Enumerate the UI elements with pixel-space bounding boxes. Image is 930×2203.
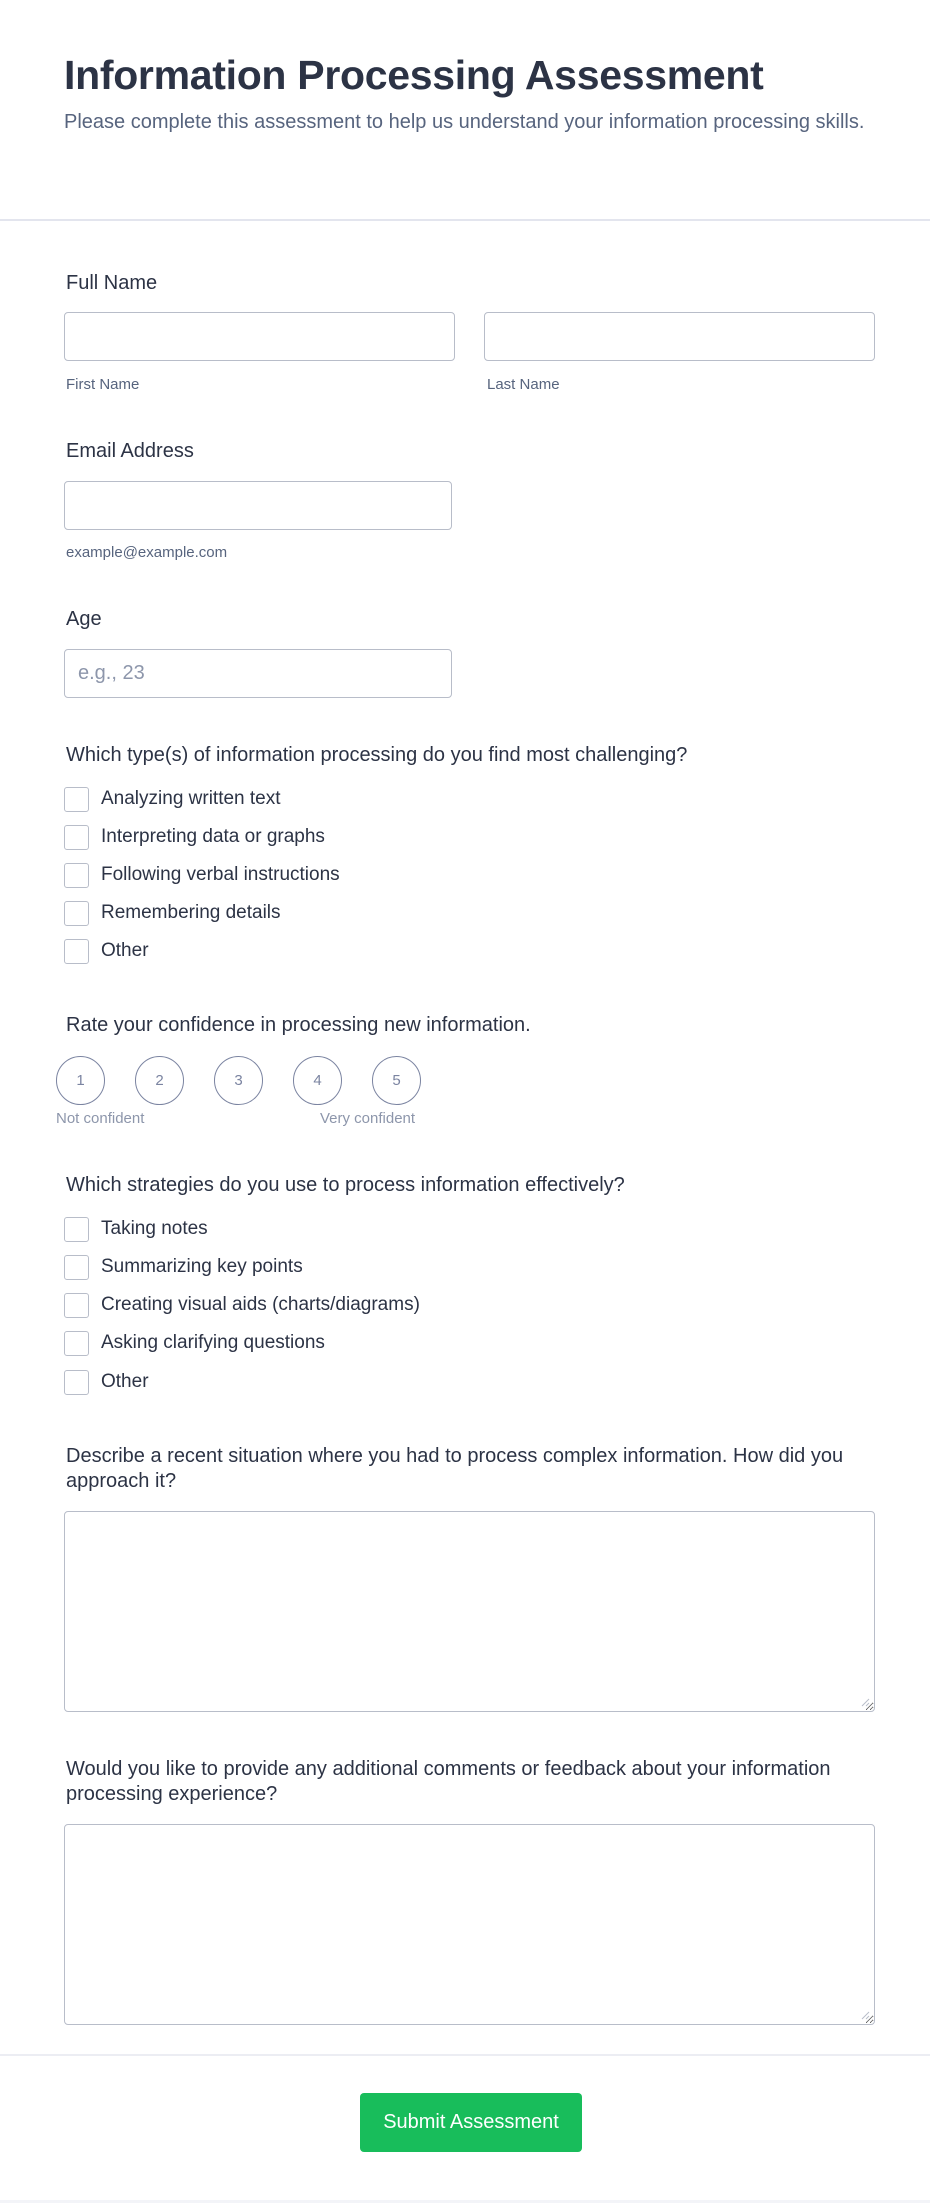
checkbox[interactable] [64, 1255, 89, 1280]
checkbox[interactable] [64, 1217, 89, 1242]
last-name-input[interactable] [484, 312, 875, 361]
comments-label: Would you like to provide any additional comments or feedback about your information processing experience? [66, 1758, 831, 1805]
challenge-option-verbal-instructions[interactable] [64, 862, 340, 888]
checkbox-label: Other [101, 1371, 149, 1392]
situation-label: Describe a recent situation where you had to process complex information. How did you approach it? [66, 1445, 844, 1492]
confidence-label: Rate your confidence in processing new information. [66, 1014, 531, 1036]
rating-option-2[interactable]: 2 [135, 1056, 184, 1105]
form-header [0, 0, 930, 221]
challenge-option-analyzing-text[interactable] [64, 786, 281, 812]
checkbox-label: Other [101, 940, 149, 961]
rating-option-3[interactable]: 3 [214, 1056, 263, 1105]
challenge-option-remembering-details[interactable] [64, 900, 281, 926]
challenge-option-other[interactable] [64, 938, 149, 964]
age-input[interactable] [64, 649, 452, 698]
checkbox[interactable] [64, 1370, 89, 1395]
checkbox[interactable] [64, 1293, 89, 1318]
resize-grip-icon[interactable] [860, 2010, 870, 2020]
rating-option-1[interactable]: 1 [56, 1056, 105, 1105]
checkbox-label: Interpreting data or graphs [101, 826, 325, 847]
first-name-sublabel: First Name [66, 376, 140, 393]
rating-max-caption: Very confident [320, 1110, 416, 1127]
email-input[interactable] [64, 481, 452, 530]
rating-option-4[interactable]: 4 [293, 1056, 342, 1105]
checkbox[interactable] [64, 825, 89, 850]
strategy-option-other[interactable] [64, 1369, 149, 1395]
checkbox-label: Asking clarifying questions [101, 1332, 325, 1353]
checkbox[interactable] [64, 787, 89, 812]
checkbox-label: Creating visual aids (charts/diagrams) [101, 1294, 420, 1315]
first-name-input[interactable] [64, 312, 455, 361]
strategy-option-taking-notes[interactable] [64, 1216, 208, 1242]
checkbox[interactable] [64, 863, 89, 888]
checkbox-label: Remembering details [101, 902, 281, 923]
comments-textarea[interactable] [64, 1824, 875, 2025]
checkbox[interactable] [64, 939, 89, 964]
strategy-option-summarizing[interactable] [64, 1254, 303, 1280]
challenges-label: Which type(s) of information processing do you find most challenging? [66, 744, 688, 766]
checkbox[interactable] [64, 901, 89, 926]
checkbox-label: Taking notes [101, 1218, 208, 1239]
situation-textarea[interactable] [64, 1511, 875, 1712]
rating-option-5[interactable]: 5 [372, 1056, 421, 1105]
full-name-label: Full Name [66, 272, 158, 294]
strategy-option-visual-aids[interactable] [64, 1292, 420, 1318]
submit-button[interactable]: Submit Assessment [360, 2093, 582, 2152]
last-name-sublabel: Last Name [487, 376, 560, 393]
checkbox[interactable] [64, 1331, 89, 1356]
email-sublabel: example@example.com [66, 544, 228, 561]
checkbox-label: Summarizing key points [101, 1256, 303, 1277]
footer-divider [0, 2054, 930, 2056]
email-label: Email Address [66, 440, 194, 462]
challenge-option-interpreting-data[interactable] [64, 824, 325, 850]
checkbox-label: Analyzing written text [101, 788, 281, 809]
resize-grip-icon[interactable] [860, 1697, 870, 1707]
rating-min-caption: Not confident [56, 1110, 145, 1127]
checkbox-label: Following verbal instructions [101, 864, 340, 885]
page-subtitle: Please complete this assessment to help us understand your information processing skills. [64, 111, 865, 133]
strategy-option-clarifying-questions[interactable] [64, 1330, 325, 1356]
strategies-label: Which strategies do you use to process information effectively? [66, 1174, 625, 1196]
age-label: Age [66, 608, 102, 630]
page-title: Information Processing Assessment [64, 52, 764, 98]
